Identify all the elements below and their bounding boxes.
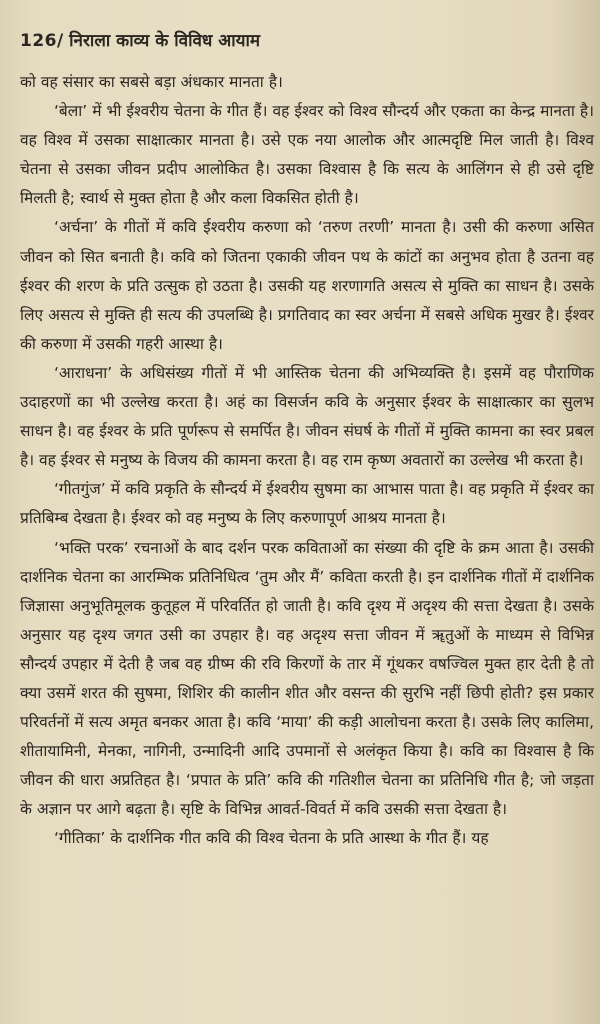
paragraph-geetgunj: ‘गीतगुंज’ में कवि प्रकृति के सौन्दर्य में ईश्वरीय सुषमा का आभास पाता है। वह प्रकृति में ईश्वर का प्रतिबिम्ब देखता है। ईश्वर को वह मनुष्य के लिए करुणापूर्ण आश्रय मानता है।	[20, 480, 594, 528]
running-header	[20, 28, 260, 51]
paragraph-continued: को वह संसार का सबसे बड़ा अंधकार मानता है।	[20, 73, 283, 91]
paragraph-aradhana: ‘आराधना’ के अधिसंख्य गीतों में भी आस्तिक चेतना की अभिव्यक्ति है। इसमें वह पौराणिक उदाहरणों का भी उल्लेख करता है। अहं का विसर्जन कवि के अनुसार ईश्वर के साक्षात्कार का सुलभ साधन है। वह ईश्वर के प्रति पूर्णरूप से समर्पित है। जीवन संघर्ष के गीतों में मुक्ति कामना का स्वर प्रबल है। वह ईश्वर से मनुष्य के विजय की कामना करता है। वह राम कृष्ण अवतारों का उल्लेख भी करता है।	[20, 363, 594, 470]
header-separator: /	[57, 31, 64, 51]
paragraph-geetika: ‘गीतिका’ के दार्शनिक गीत कवि की विश्व चेतना के प्रति आस्था के गीत हैं। यह	[54, 829, 489, 848]
page-number: 126	[20, 31, 57, 51]
paragraph-bela: ‘बेला’ में भी ईश्वरीय चेतना के गीत हैं। वह ईश्वर को विश्व सौन्दर्य और एकता का केन्द्र मानता है। वह विश्व में उसका साक्षात्कार मानता है। उसे एक नया आलोक और आत्मदृष्टि मिल जाती है। विश्व चेतना से उसका जीवन प्रदीप आलोकित है। उसका विश्वास है कि सत्य के आलिंगन से ही उसे दृष्टि मिलती है; स्वार्थ से मुक्त होता है और कला विकसित होती है।	[20, 102, 594, 208]
paragraph-bhakti-parak: ‘भक्ति परक’ रचनाओं के बाद दर्शन परक कविताओं का संख्या की दृष्टि के क्रम आता है। उसकी दार्शनिक चेतना का आरम्भिक प्रतिनिधित्व ‘तुम और मैं’ कविता करती है। इन दार्शनिक गीतों में दार्शनिक जिज्ञासा अनुभूतिमूलक कुतूहल में परिवर्तित हो जाती है। कवि दृश्य में अदृश्य की सत्ता देखता है। उसके अनुसार यह दृश्य जगत उसी का उपहार है। वह अदृश्य सत्ता जीवन में ॠतुओं के माध्यम से विभिन्न सौन्दर्य उपहार में देती है जब वह ग्रीष्म की रवि किरणों के तार में गूंथकर वषज्विल मुक्त हार देती है तो क्या उसमें शरत की सुषमा, शिशिर की कालीन शीत और वसन्त की सुरभि नहीं छिपी होती? इस प्रकार परिवर्तनों में सत्य अमृत बनकर आता है। कवि ‘माया’ की कड़ी आलोचना करता है। उसके लिए कालिमा, शीतायामिनी, मेनका, नागिनी, उन्मादिनी आदि उपमानों से अलंकृत किया है। कवि का विश्वास है कि जीवन की धारा अप्रतिहत है। ‘प्रपात के प्रति’ कवि की गतिशील चेतना का प्रतिनिधि गीत है; जो जड़ता के अज्ञान पर आगे बढ़ता है। सृष्टि के विभिन्न आवर्त-विवर्त में कवि उसकी सत्ता देखता है।	[20, 538, 594, 819]
book-title: निराला काव्य के विविध आयाम	[69, 31, 261, 51]
body-text	[20, 68, 594, 854]
paragraph-archana: ‘अर्चना’ के गीतों में कवि ईश्वरीय करुणा को ‘तरुण तरणी’ मानता है। उसी की करुणा असित जीवन को सित बनाती है। कवि को जितना एकाकी जीवन पथ के कांटों का अनुभव होता है उतना वह ईश्वर की शरण के प्रति उत्सुक हो उठता है। उसकी यह शरणागति असत्य से मुक्ति का साधन है। उसके लिए असत्य से मुक्ति ही सत्य की उपलब्धि है। प्रगतिवाद का स्वर अर्चना में सबसे अधिक मुखर है। ईश्वर की करुणा में उसकी गहरी आस्था है।	[20, 218, 594, 353]
